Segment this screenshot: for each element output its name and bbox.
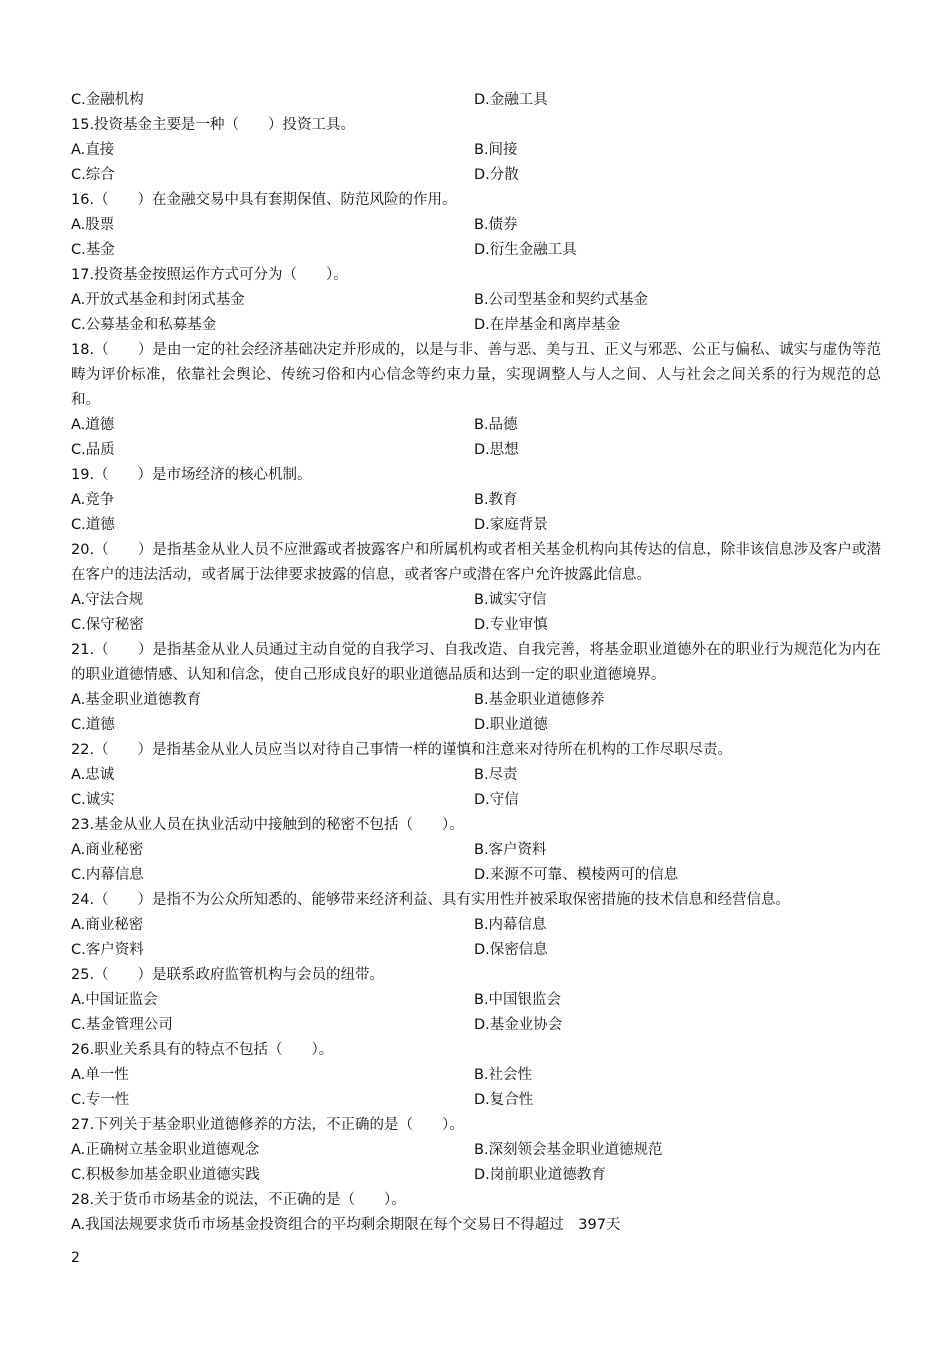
option-c: C.基金 [71, 242, 115, 258]
option-row [71, 413, 881, 438]
option-c: C.综合 [71, 167, 115, 183]
option-row [71, 238, 881, 263]
option-c: C.品质 [71, 442, 115, 458]
option-row [71, 988, 881, 1013]
option-row [71, 1088, 881, 1113]
option-d: D.专业审慎 [474, 617, 548, 633]
question-stem: 16.（ ）在金融交易中具有套期保值、防范风险的作用。 [71, 192, 457, 208]
option-c: C.内幕信息 [71, 867, 144, 883]
option-d: D.岗前职业道德教育 [474, 1167, 606, 1183]
option-c: C.保守秘密 [71, 617, 144, 633]
option-b: B.深刻领会基金职业道德规范 [474, 1142, 663, 1158]
option-d: D.基金业协会 [474, 1017, 563, 1033]
option-d: D.家庭背景 [474, 517, 548, 533]
question-stem: 24.（ ）是指不为公众所知悉的、能够带来经济利益、具有实用性并被采取保密措施的技术信息和经营信息。 [71, 892, 791, 908]
option-a: A.中国证监会 [71, 992, 158, 1008]
option-d: D.在岸基金和离岸基金 [474, 317, 621, 333]
option-row [71, 838, 881, 863]
option-row [71, 213, 881, 238]
option-b: B.债券 [474, 217, 518, 233]
option-row [71, 863, 881, 888]
option-b: B.内幕信息 [474, 917, 547, 933]
option-row [71, 1138, 881, 1163]
option-row [71, 713, 881, 738]
page-number: 2 [71, 1250, 80, 1266]
option-row [71, 1163, 881, 1188]
option-d: D.职业道德 [474, 717, 548, 733]
option-d: D.复合性 [474, 1092, 534, 1108]
option-c: C.道德 [71, 717, 115, 733]
option-row [71, 488, 881, 513]
option-row [71, 688, 881, 713]
option-d: D.思想 [474, 442, 519, 458]
option-a: A.道德 [71, 417, 115, 433]
question-stem: 21.（ ）是指基金从业人员通过主动自觉的自我学习、自我改造、自我完善，将基金职业道德外在的职业行为规范化为内在的职业道德情感、认知和信念，使自己形成良好的职业道德品质和达到一定的职业道德境界。 [71, 642, 881, 683]
question-stem: 18.（ ）是由一定的社会经济基础决定并形成的，以是与非、善与恶、美与丑、正义与邪恶、公正与偏私、诚实与虚伪等范畴为评价标准，依靠社会舆论、传统习俗和内心信念等约束力量，实现调整人与人之间、人与社会之间关系的行为规范的总和。 [71, 342, 881, 408]
question-stem: 25.（ ）是联系政府监管机构与会员的纽带。 [71, 967, 385, 983]
question-stem: 26.职业关系具有的特点不包括（ ）。 [71, 1042, 334, 1058]
question-stem: 19.（ ）是市场经济的核心机制。 [71, 467, 312, 483]
option-a: A.股票 [71, 217, 115, 233]
option-c: C.诚实 [71, 792, 115, 808]
option-row [71, 613, 881, 638]
option-a: A.竞争 [71, 492, 115, 508]
option-c: C.积极参加基金职业道德实践 [71, 1167, 260, 1183]
question-stem: 15.投资基金主要是一种（ ）投资工具。 [71, 117, 356, 133]
question-list [71, 88, 881, 1238]
option-c: C.金融机构 [71, 92, 144, 108]
option-a: A.商业秘密 [71, 917, 144, 933]
option-a: A.商业秘密 [71, 842, 144, 858]
option-d: D.来源不可靠、模棱两可的信息 [474, 867, 679, 883]
option-row [71, 163, 881, 188]
option-row [71, 938, 881, 963]
option-row [71, 1013, 881, 1038]
option-c: C.客户资料 [71, 942, 144, 958]
option-b: B.社会性 [474, 1067, 533, 1083]
option-a: A.我国法规要求货币市场基金投资组合的平均剩余期限在每个交易日不得超过 397天 [71, 1217, 621, 1233]
option-row [71, 138, 881, 163]
option-b: B.教育 [474, 492, 518, 508]
option-d: D.金融工具 [474, 92, 548, 108]
option-c: C.道德 [71, 517, 115, 533]
option-b: B.中国银监会 [474, 992, 562, 1008]
option-b: B.公司型基金和契约式基金 [474, 292, 649, 308]
option-d: D.分散 [474, 167, 519, 183]
option-a: A.正确树立基金职业道德观念 [71, 1142, 260, 1158]
option-d: D.衍生金融工具 [474, 242, 577, 258]
question-stem: 27.下列关于基金职业道德修养的方法，不正确的是（ ）。 [71, 1117, 464, 1133]
option-b: B.间接 [474, 142, 518, 158]
question-stem: 28.关于货币市场基金的说法，不正确的是（ ）。 [71, 1192, 406, 1208]
option-row [71, 1063, 881, 1088]
question-stem: 17.投资基金按照运作方式可分为（ ）。 [71, 267, 348, 283]
option-b: B.诚实守信 [474, 592, 547, 608]
option-b: B.品德 [474, 417, 518, 433]
option-row [71, 438, 881, 463]
option-d: D.保密信息 [474, 942, 548, 958]
option-c: C.专一性 [71, 1092, 130, 1108]
question-stem: 23.基金从业人员在执业活动中接触到的秘密不包括（ ）。 [71, 817, 464, 833]
question-stem: 20.（ ）是指基金从业人员不应泄露或者披露客户和所属机构或者相关基金机构向其传达的信息，除非该信息涉及客户或潜在客户的违法活动，或者属于法律要求披露的信息，或者客户或潜在客户允许披露此信息。 [71, 542, 881, 583]
option-d: D.守信 [474, 792, 519, 808]
option-a: A.单一性 [71, 1067, 129, 1083]
option-row [71, 288, 881, 313]
option-a: A.开放式基金和封闭式基金 [71, 292, 245, 308]
option-c: C.基金管理公司 [71, 1017, 173, 1033]
option-a: A.直接 [71, 142, 115, 158]
option-a: A.守法合规 [71, 592, 144, 608]
option-a: A.基金职业道德教育 [71, 692, 202, 708]
option-row [71, 913, 881, 938]
option-row [71, 788, 881, 813]
option-c: C.公募基金和私募基金 [71, 317, 217, 333]
option-b: B.客户资料 [474, 842, 547, 858]
option-row [71, 88, 881, 113]
option-row [71, 763, 881, 788]
option-row [71, 313, 881, 338]
option-b: B.尽责 [474, 767, 518, 783]
question-stem: 22.（ ）是指基金从业人员应当以对待自己事情一样的谨慎和注意来对待所在机构的工作尽职尽责。 [71, 742, 733, 758]
option-a: A.忠诚 [71, 767, 115, 783]
option-row [71, 588, 881, 613]
option-row [71, 513, 881, 538]
option-b: B.基金职业道德修养 [474, 692, 605, 708]
